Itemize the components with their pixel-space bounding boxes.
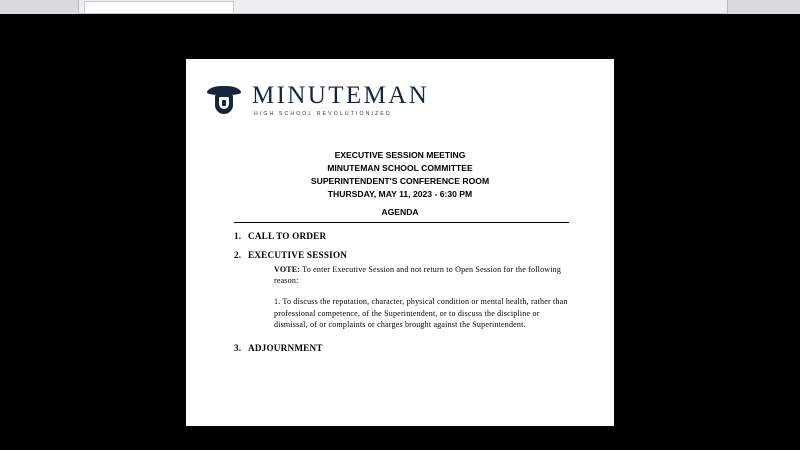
organization-logo <box>206 83 429 117</box>
agenda-item-3-title: ADJOURNMENT <box>248 342 323 353</box>
agenda-title: AGENDA <box>381 207 419 217</box>
vote-label: VOTE: <box>274 265 301 274</box>
agenda-item-3-number: 3. <box>234 342 242 353</box>
vote-text: To enter Executive Session and not return to Open Session for the following reason: <box>274 265 562 285</box>
heading-line-3: SUPERINTENDENT'S CONFERENCE ROOM <box>310 176 490 186</box>
heading-line-1: EXECUTIVE SESSION MEETING <box>334 150 466 160</box>
minuteman-head-icon <box>206 83 242 117</box>
browser-chrome-strip <box>0 0 800 14</box>
reason-text: To discuss the reputation, character, physical condition or mental health, rather than professional competence, of the Superintendent, or to discuss the discipline or dismissal, of or complaints or charges brought against the Superintendent. <box>274 297 568 329</box>
agenda-item-2-number: 2. <box>234 250 242 260</box>
heading-line-4: THURSDAY, MAY 11, 2023 - 6:30 PM <box>327 189 473 199</box>
document-page <box>186 59 614 426</box>
logo-tagline: HIGH SCHOOL REVOLUTIONIZED <box>254 111 392 117</box>
heading-line-2: MINUTEMAN SCHOOL COMMITTEE <box>327 163 473 173</box>
agenda-item-1-number: 1. <box>234 231 242 241</box>
agenda-item-2 <box>234 250 574 331</box>
agenda-item-1 <box>234 231 574 241</box>
document-viewer[interactable] <box>0 14 800 450</box>
reason-number: 1. <box>274 297 281 306</box>
logo-text <box>252 83 429 117</box>
agenda-item-2-reason <box>274 296 574 331</box>
agenda-body <box>234 231 574 362</box>
agenda-item-1-title: CALL TO ORDER <box>248 231 327 241</box>
agenda-item-2-title: EXECUTIVE SESSION <box>248 250 348 260</box>
agenda-divider <box>234 222 569 223</box>
agenda-item-2-vote <box>274 264 574 286</box>
meeting-heading <box>186 149 614 201</box>
logo-wordmark: MINUTEMAN <box>252 82 430 109</box>
agenda-item-3 <box>234 343 574 353</box>
browser-tab[interactable] <box>84 1 234 13</box>
